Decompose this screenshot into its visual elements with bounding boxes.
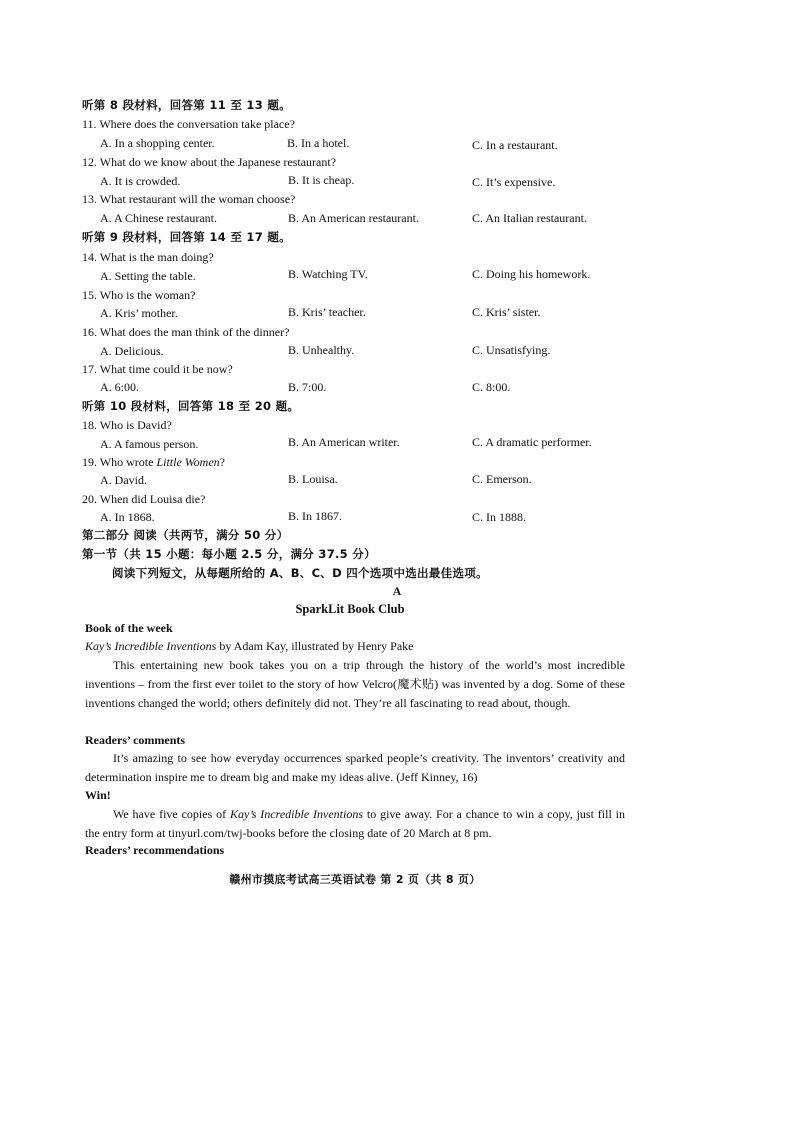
part-2-heading: 第二部分 阅读（共两节，满分 50 分）	[82, 528, 289, 542]
q17-option-a: A. 6:00.	[100, 380, 139, 394]
q12-option-c: C. It’s expensive.	[472, 175, 556, 189]
q15-option-a: A. Kris’ mother.	[100, 306, 178, 320]
q15-option-b: B. Kris’ teacher.	[288, 305, 366, 319]
section-10-instruction: 听第 10 段材料，回答第 18 至 20 题。	[82, 399, 300, 413]
q17-option-b: B. 7:00.	[288, 380, 327, 394]
q18-option-c: C. A dramatic performer.	[472, 435, 592, 449]
part-2-section-1: 第一节（共 15 小题：每小题 2.5 分，满分 37.5 分）	[82, 547, 376, 561]
q13-option-a: A. A Chinese restaurant.	[100, 211, 217, 225]
q17-option-c: C. 8:00.	[472, 380, 511, 394]
q11-option-a: A. In a shopping center.	[100, 136, 215, 150]
section-9-instruction: 听第 9 段材料，回答第 14 至 17 题。	[82, 230, 291, 244]
reading-instruction: 阅读下列短文，从每题所给的 A、B、C、D 四个选项中选出最佳选项。	[112, 566, 488, 580]
question-16: 16. What does the man think of the dinner?	[82, 325, 290, 339]
book-line	[85, 639, 414, 654]
question-15: 15. Who is the woman?	[82, 288, 196, 302]
q19-option-a: A. David.	[100, 473, 147, 487]
q15-option-c: C. Kris’ sister.	[472, 305, 541, 319]
win-book-title: Kay’s Incredible Inventions	[229, 807, 364, 821]
q14-option-b: B. Watching TV.	[288, 267, 368, 281]
question-11: 11. Where does the conversation take place?	[82, 117, 295, 131]
q11-option-b: B. In a hotel.	[287, 136, 350, 150]
readers-recommendations-heading: Readers’ recommendations	[85, 843, 225, 857]
readers-comments-text: It’s amazing to see how everyday occurrences sparked people’s creativity. The inventors’ creativity and determination inspire me to dream big and make my ideas alive. (Jeff Kinney, 16)	[85, 751, 625, 784]
book-of-week-heading: Book of the week	[85, 621, 173, 635]
question-14: 14. What is the man doing?	[82, 250, 214, 264]
book-title-little-women: Little Women	[156, 455, 220, 469]
q20-option-b: B. In 1867.	[288, 509, 342, 523]
q18-option-a: A. A famous person.	[100, 437, 199, 451]
q19-option-c: C. Emerson.	[472, 472, 532, 486]
readers-comments-heading: Readers’ comments	[85, 733, 186, 747]
book-byline: by Adam Kay, illustrated by Henry Pake	[216, 639, 414, 653]
q13-option-b: B. An American restaurant.	[288, 211, 419, 225]
q12-option-b: B. It is cheap.	[288, 173, 355, 187]
q20-option-c: C. In 1888.	[472, 510, 526, 524]
win-heading: Win!	[85, 788, 111, 802]
win-text: We have five copies of Kay’s Incredible Inventions to give away. For a chance to win a copy, just fill in the entry form at tinyurl.com/twj-books before the closing date of 20 March at 8 pm.	[85, 807, 625, 840]
q11-option-c: C. In a restaurant.	[472, 138, 558, 152]
question-12: 12. What do we know about the Japanese restaurant?	[82, 155, 337, 169]
q16-option-c: C. Unsatisfying.	[472, 343, 551, 357]
q18-option-b: B. An American writer.	[288, 435, 400, 449]
question-20: 20. When did Louisa die?	[82, 492, 206, 506]
q13-option-c: C. An Italian restaurant.	[472, 211, 587, 225]
passage-letter: A	[392, 584, 402, 598]
book-title: Kay’s Incredible Inventions	[85, 639, 217, 653]
question-13: 13. What restaurant will the woman choose?	[82, 192, 296, 206]
question-19: 19. Who wrote Little Women?	[82, 455, 225, 469]
page-footer: 赣州市摸底考试高三英语试卷 第 2 页（共 8 页）	[229, 873, 481, 886]
q20-option-a: A. In 1868.	[100, 510, 155, 524]
q19-option-b: B. Louisa.	[288, 472, 338, 486]
section-8-instruction: 听第 8 段材料，回答第 11 至 13 题。	[82, 98, 291, 112]
question-18: 18. Who is David?	[82, 418, 172, 432]
q14-option-a: A. Setting the table.	[100, 269, 196, 283]
question-17: 17. What time could it be now?	[82, 362, 233, 376]
book-description: This entertaining new book takes you on a trip through the history of the world’s most incredible inventions – from the first ever toilet to the story of how Velcro(魔术贴) was invented by a dog. Some of these inventions changed the world; others definitely did not. They’re all fascinating to read about, though.	[85, 658, 625, 710]
q14-option-c: C. Doing his homework.	[472, 267, 591, 281]
q12-option-a: A. It is crowded.	[100, 174, 181, 188]
passage-title: SparkLit Book Club	[295, 602, 405, 616]
q16-option-b: B. Unhealthy.	[288, 343, 355, 357]
q16-option-a: A. Delicious.	[100, 344, 164, 358]
